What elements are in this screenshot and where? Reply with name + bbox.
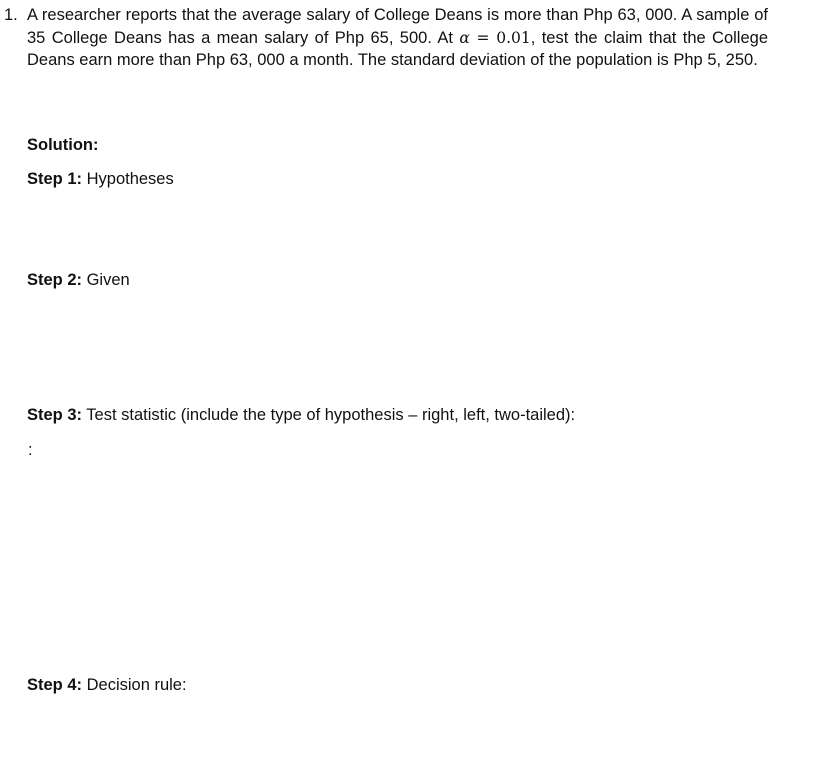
step-3-text: Test statistic (include the type of hypothesis – right, left, two-tailed): [82, 406, 576, 424]
step-2-label: Step 2: [27, 271, 83, 289]
step-3 [27, 405, 575, 425]
alpha-equals: = [469, 28, 497, 47]
alpha-symbol: α [459, 28, 470, 47]
problem-text [27, 4, 768, 72]
step-2 [27, 270, 130, 290]
problem-text-part1: A researcher reports that the average salary of College Deans is more than Php 63, 000. A sample of 35 College Deans has a mean salary of Php 65, 500. At [27, 6, 768, 47]
step-1-text: Hypotheses [82, 170, 174, 188]
step-4-label: Step 4: [27, 676, 83, 694]
step-1-label: Step 1: [27, 170, 83, 188]
step-4 [27, 675, 187, 695]
colon-mark: : [28, 441, 33, 459]
step-1 [27, 169, 174, 189]
problem-number: 1. [4, 6, 18, 24]
step-4-text: Decision rule: [82, 676, 187, 694]
problem-text-part2: , test the claim that the College Deans earn more than Php 63, 000 a month. The standard deviation of the population is Php 5, 250. [27, 28, 768, 69]
problem-statement [4, 4, 768, 72]
step-3-label: Step 3: [27, 406, 83, 424]
solution-heading: Solution: [27, 136, 99, 154]
alpha-value: 0.01 [496, 28, 531, 47]
step-2-text: Given [82, 271, 130, 289]
